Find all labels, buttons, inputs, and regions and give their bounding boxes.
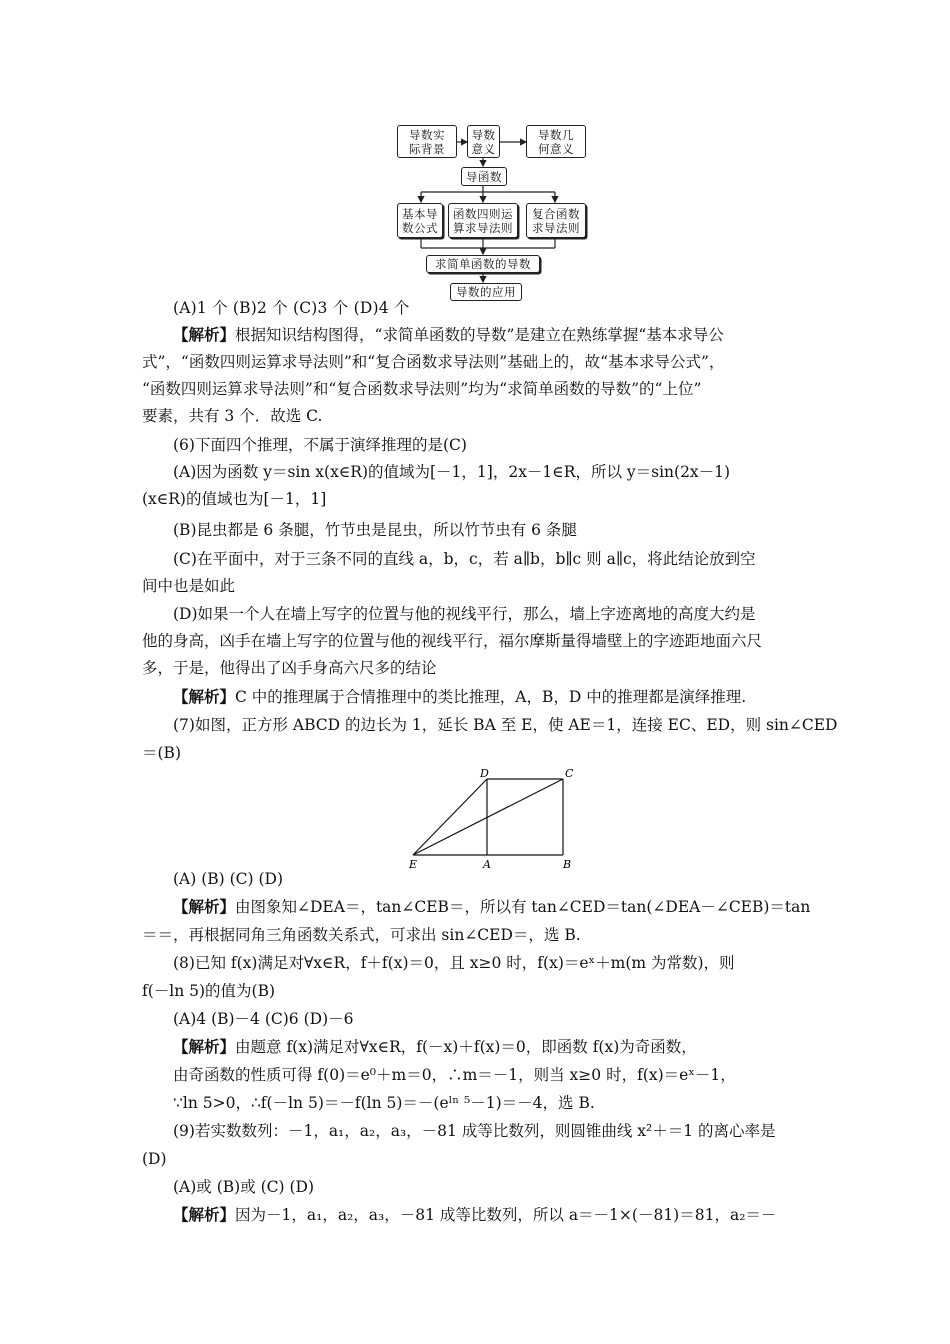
q8-solution-line-2: 由奇函数的性质可得 f(0)＝e⁰＋m＝0，∴m＝－1，则当 x≥0 时，f(x)＝eˣ－1， (173, 1066, 736, 1084)
q8-options: (A)4 (B)－4 (C)6 (D)－6 (173, 1010, 354, 1028)
q6-option-b: (B)昆虫都是 6 条腿，竹节虫是昆虫，所以竹节虫有 6 条腿 (173, 521, 577, 539)
q7-solution-line-1: 【解析】由图象知∠DEA＝，tan∠CEB＝，所以有 tan∠CED＝tan(∠DEA－∠CEB)＝tan (173, 897, 811, 916)
q7-options: (A) (B) (C) (D) (173, 870, 284, 888)
box-derived-function: 导函数 (461, 167, 507, 186)
box-composite-rules: 复合函数 求导法则 (526, 203, 586, 238)
box-geometric-meaning: 导数几 何意义 (526, 125, 586, 158)
label-d: D (480, 767, 489, 780)
q9-stem-line-1: (9)若实数数列：－1，a₁，a₂，a₃，－81 成等比数列，则圆锥曲线 x²＋＝1 的离心率是 (173, 1122, 776, 1140)
q7-solution-line-2: ＝＝，再根据同角三角函数关系式，可求出 sin∠CED＝，选 B. (142, 926, 581, 944)
box-derivative-meaning: 导数 意义 (467, 125, 500, 158)
q6-option-c-line-1: (C)在平面中，对于三条不同的直线 a，b，c，若 a∥b，b∥c 则 a∥c，将此结论放到空 (173, 550, 756, 568)
label-c: C (565, 767, 574, 780)
label-e: E (409, 858, 418, 871)
q6-option-d-line-1: (D)如果一个人在墙上写字的位置与他的视线平行，那么，墙上字迹离地的高度大约是 (173, 605, 756, 623)
q5-solution-line-2: 式”，“函数四则运算求导法则”和“复合函数求导法则”基础上的，故“基本求导公式”， (142, 353, 725, 371)
label-a: A (483, 858, 491, 871)
q8-solution-line-3: ∵ln 5>0，∴f(－ln 5)＝－f(ln 5)＝－(eˡⁿ ⁵－1)＝－4，选 B. (173, 1094, 595, 1112)
q7-stem-line-1: (7)如图，正方形 ABCD 的边长为 1，延长 BA 至 E，使 AE＝1，连接 EC、ED，则 sin∠CED (173, 716, 838, 734)
q5-solution-line-4: 要素，共有 3 个．故选 C. (142, 407, 323, 425)
box-basic-formulas: 基本导 数公式 (397, 203, 443, 238)
q9-options: (A)或 (B)或 (C) (D) (173, 1178, 315, 1196)
q6-option-c-line-2: 间中也是如此 (142, 577, 236, 595)
segment-ec (413, 779, 563, 855)
q5-solution-line-3: “函数四则运算求导法则”和“复合函数求导法则”均为“求简单函数的导数”的“上位” (142, 380, 702, 398)
box-four-operations-rules: 函数四则运 算求导法则 (448, 203, 518, 238)
knowledge-structure-diagram (395, 122, 587, 302)
square-geometry-figure (405, 765, 585, 875)
q9-solution-line-1: 【解析】因为－1，a₁，a₂，a₃，－81 成等比数列，所以 a＝－1×(－81)＝81，a₂＝－ (173, 1205, 777, 1224)
q5-solution-line-1: 【解析】根据知识结构图得，“求简单函数的导数”是建立在熟练掌握“基本求导公 (173, 325, 724, 344)
q6-option-a-line-1: (A)因为函数 y＝sin x(x∈R)的值域为[－1，1]，2x－1∈R，所以 y＝sin(2x－1) (173, 463, 731, 481)
q8-solution-line-1: 【解析】由题意 f(x)满足对∀x∈R，f(－x)＋f(x)＝0，即函数 f(x)为奇函数， (173, 1037, 697, 1056)
q6-solution: 【解析】C 中的推理属于合情推理中的类比推理，A，B，D 中的推理都是演绎推理. (173, 687, 747, 706)
box-derivative-application: 导数的应用 (450, 283, 522, 301)
box-practical-background: 导数实 际背景 (397, 125, 457, 158)
q6-option-d-line-3: 多，于是，他得出了凶手身高六尺多的结论 (142, 659, 437, 677)
q8-stem-line-1: (8)已知 f(x)满足对∀x∈R，f＋f(x)＝0，且 x≥0 时，f(x)＝eˣ＋m(m 为常数)，则 (173, 954, 735, 972)
segment-ed (413, 779, 487, 855)
q6-option-d-line-2: 他的身高，凶手在墙上写字的位置与他的视线平行，福尔摩斯量得墙壁上的字迹距地面六尺 (142, 632, 763, 650)
box-simple-derivative: 求简单函数的导数 (426, 255, 540, 273)
q6-stem: (6)下面四个推理，不属于演绎推理的是(C) (173, 436, 467, 454)
q7-stem-line-2: ＝(B) (142, 744, 181, 762)
q5-options: (A)1 个 (B)2 个 (C)3 个 (D)4 个 (173, 299, 410, 317)
q8-stem-line-2: f(－ln 5)的值为(B) (142, 982, 276, 1000)
q6-option-a-line-2: (x∈R)的值域也为[－1，1] (142, 490, 327, 508)
q9-stem-line-2: (D) (142, 1150, 167, 1168)
label-b: B (563, 858, 572, 871)
